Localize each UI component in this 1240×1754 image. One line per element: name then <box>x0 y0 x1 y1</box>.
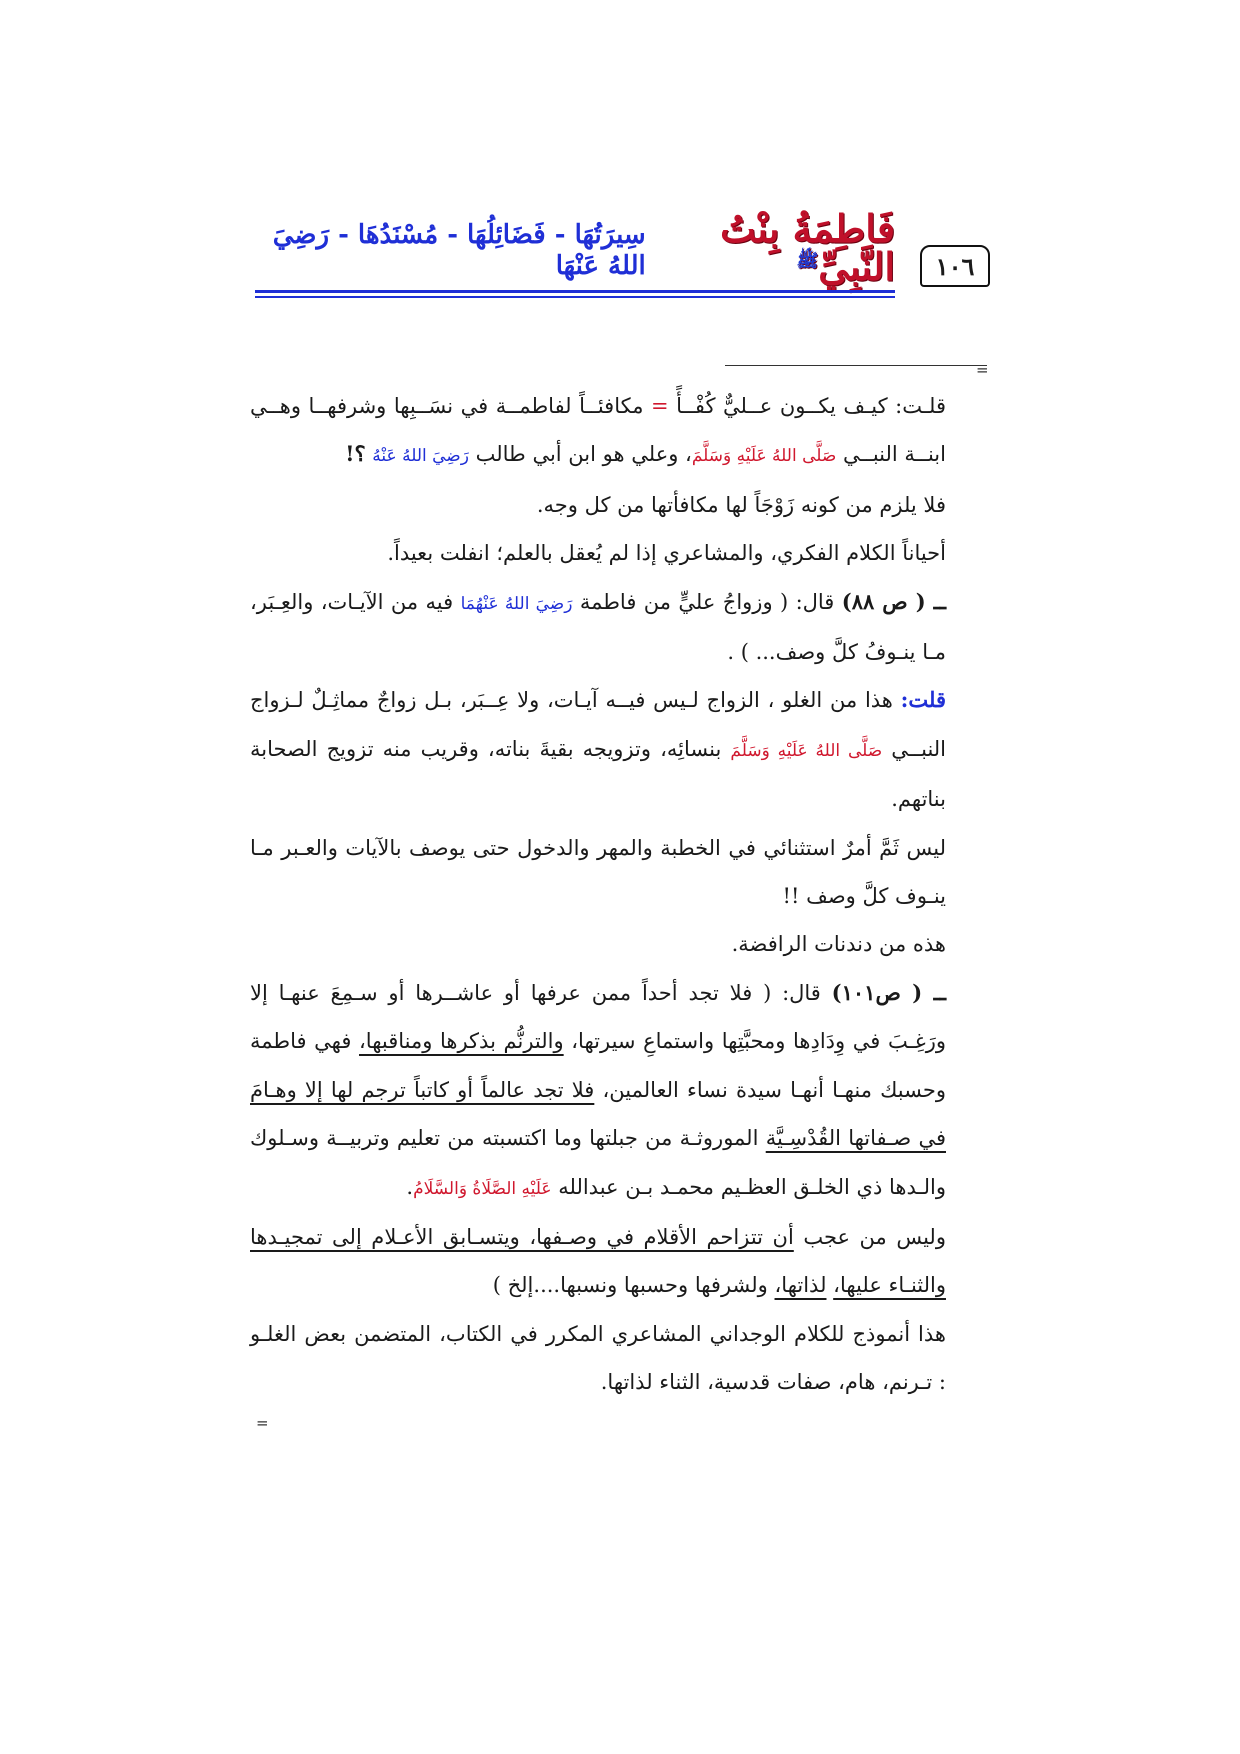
paragraph-4: ــ ( ص ٨٨) قال: ( وزواجُ عليٍّ من فاطمة رَضِيَ اللهُ عَنْهُمَا فيه من الآيـات، والعِـبَر، مـا ينـوفُ كلَّ وصف... ) . <box>250 588 946 665</box>
book-title: فَاطِمَةُ بِنْتُ النَّبِيِّ$^ﷺ$ <box>720 206 895 289</box>
paragraph-2: فلا يلزم من كونه زَوْجَاً لها مكافأتها من كل وجه. <box>536 492 946 517</box>
paragraph-5: قلت: هذا من الغلو ، الزواج لـيس فيــه آيـات، ولا عِــبَر، بـل زواجٌ مماثِـلٌ لـزواج النبــي صَلَّى اللهُ عَلَيْهِ وَسَلَّمَ بنسائِه، وتزويجه بقيةَ بناته، وقريب منه تزويج الصحابة بناتهم. <box>250 687 947 812</box>
title-honorific: ﷺ <box>796 250 819 272</box>
paragraph-7: هذه من دندنات الرافضة. <box>731 932 946 957</box>
header-rule-thin <box>255 296 895 298</box>
page-reference-101: ــ ( ص١٠١) <box>831 979 946 1005</box>
page-number: ١٠٦ <box>920 245 990 287</box>
underlined-phrase: والترنُّم بذكرها ومناقبها، <box>359 1029 564 1054</box>
underlined-phrase: فلا تجد عالماً أو كاتباً ترجم لها إلا وهـامَ في صـفاتها القُدْسِـيَّة <box>250 1077 946 1151</box>
paragraph-1: قلـت: كيـف يكــون عــليٌّ كُفْــأً = مكافئــاً لفاطمــة في نسَــبِها وشرفهــا وهــي ابنــة النبــي صَلَّى اللهُ عَلَيْهِ وَسَلَّمَ، وعلي هو ابن أبي طالب رَضِيَ اللهُ عَنْهُ ؟! <box>250 394 946 467</box>
page-header <box>255 208 995 298</box>
paragraph-3: أحياناً الكلام الفكري، والمشاعري إذا لم يُعقل بالعلم؛ انفلت بعيداً. <box>387 541 946 566</box>
underlined-phrase: لذاتها، <box>774 1273 827 1298</box>
footnote-separator <box>725 365 987 366</box>
honorific-prophet: صَلَّى اللهُ عَلَيْهِ وَسَلَّمَ <box>730 740 883 761</box>
paragraph-10: هذا أنموذج للكلام الوجداني المشاعري المكرر في الكتاب، المتضمن بعض الغلـو : تـرنم، هام، صفات قدسية، الثناء لذاتها. <box>250 1321 946 1395</box>
header-rule-thick <box>255 290 895 293</box>
paragraph-9: وليس من عجب أن تتزاحم الأقلام في وصـفها، ويتسـابق الأعـلام إلى تمجيـدها والثنـاء عليها، لذاتها، ولشرفها وحسبها ونسبها....إلخ ) <box>250 1224 946 1298</box>
book-title-block <box>255 206 895 289</box>
bottom-equals-mark: = <box>256 1414 269 1432</box>
honorific-prophet: عَلَيْهِ الصَّلَاةُ وَالسَّلَامُ <box>413 1178 552 1199</box>
book-subtitle: سِيرَتُهَا - فَضَائِلُهَا - مُسْنَدُهَا - رَضِيَ اللهُ عَنْهَا <box>272 219 646 281</box>
honorific-prophet: صَلَّى اللهُ عَلَيْهِ وَسَلَّمَ <box>691 446 837 467</box>
equals-mark: = <box>651 394 669 418</box>
honorific-ali: رَضِيَ اللهُ عَنْهُ <box>372 446 469 467</box>
top-equals-mark: = <box>976 361 989 379</box>
page-body <box>250 382 946 1407</box>
page-reference-88: ــ ( ص ٨٨) <box>841 588 946 614</box>
qult-label: قلت: <box>900 687 946 713</box>
honorific-both: رَضِيَ اللهُ عَنْهُمَا <box>460 593 573 614</box>
underlined-phrase: أن تتزاحم الأقلام في وصـفها، ويتسـابق الأعـلام إلى تمجيـدها والثنـاء عليها، <box>250 1224 946 1298</box>
paragraph-8: ــ ( ص١٠١) قال: ( فلا تجد أحداً ممن عرفها أو عاشــرها أو سـمِعَ عنهـا إلا ورَغِـبَ في وِدَادِها ومحبَّتِها واستماعِ سيرتها، والترنُّم بذكرها ومناقبها، فهي فاطمة وحسبك منهـا أنهـا سيدة نساء العالمين، فلا تجد عالماً أو كاتباً ترجم لها إلا وهـامَ في صـفاتها القُدْسِـيَّة الموروثـة من جبلتها وما اكتسبته من تعليم وتربيــة وسـلوك والـدها ذي الخلـق العظـيم محمـد بـن عبدالله عَلَيْهِ الصَّلَاةُ وَالسَّلَامُ. <box>250 979 946 1199</box>
paragraph-6: ليس ثَمَّ أمرٌ استثنائي في الخطبة والمهر والدخول حتى يوصف بالآيات والعـبر مـا ينـوف كلَّ وصف !! <box>250 835 946 909</box>
